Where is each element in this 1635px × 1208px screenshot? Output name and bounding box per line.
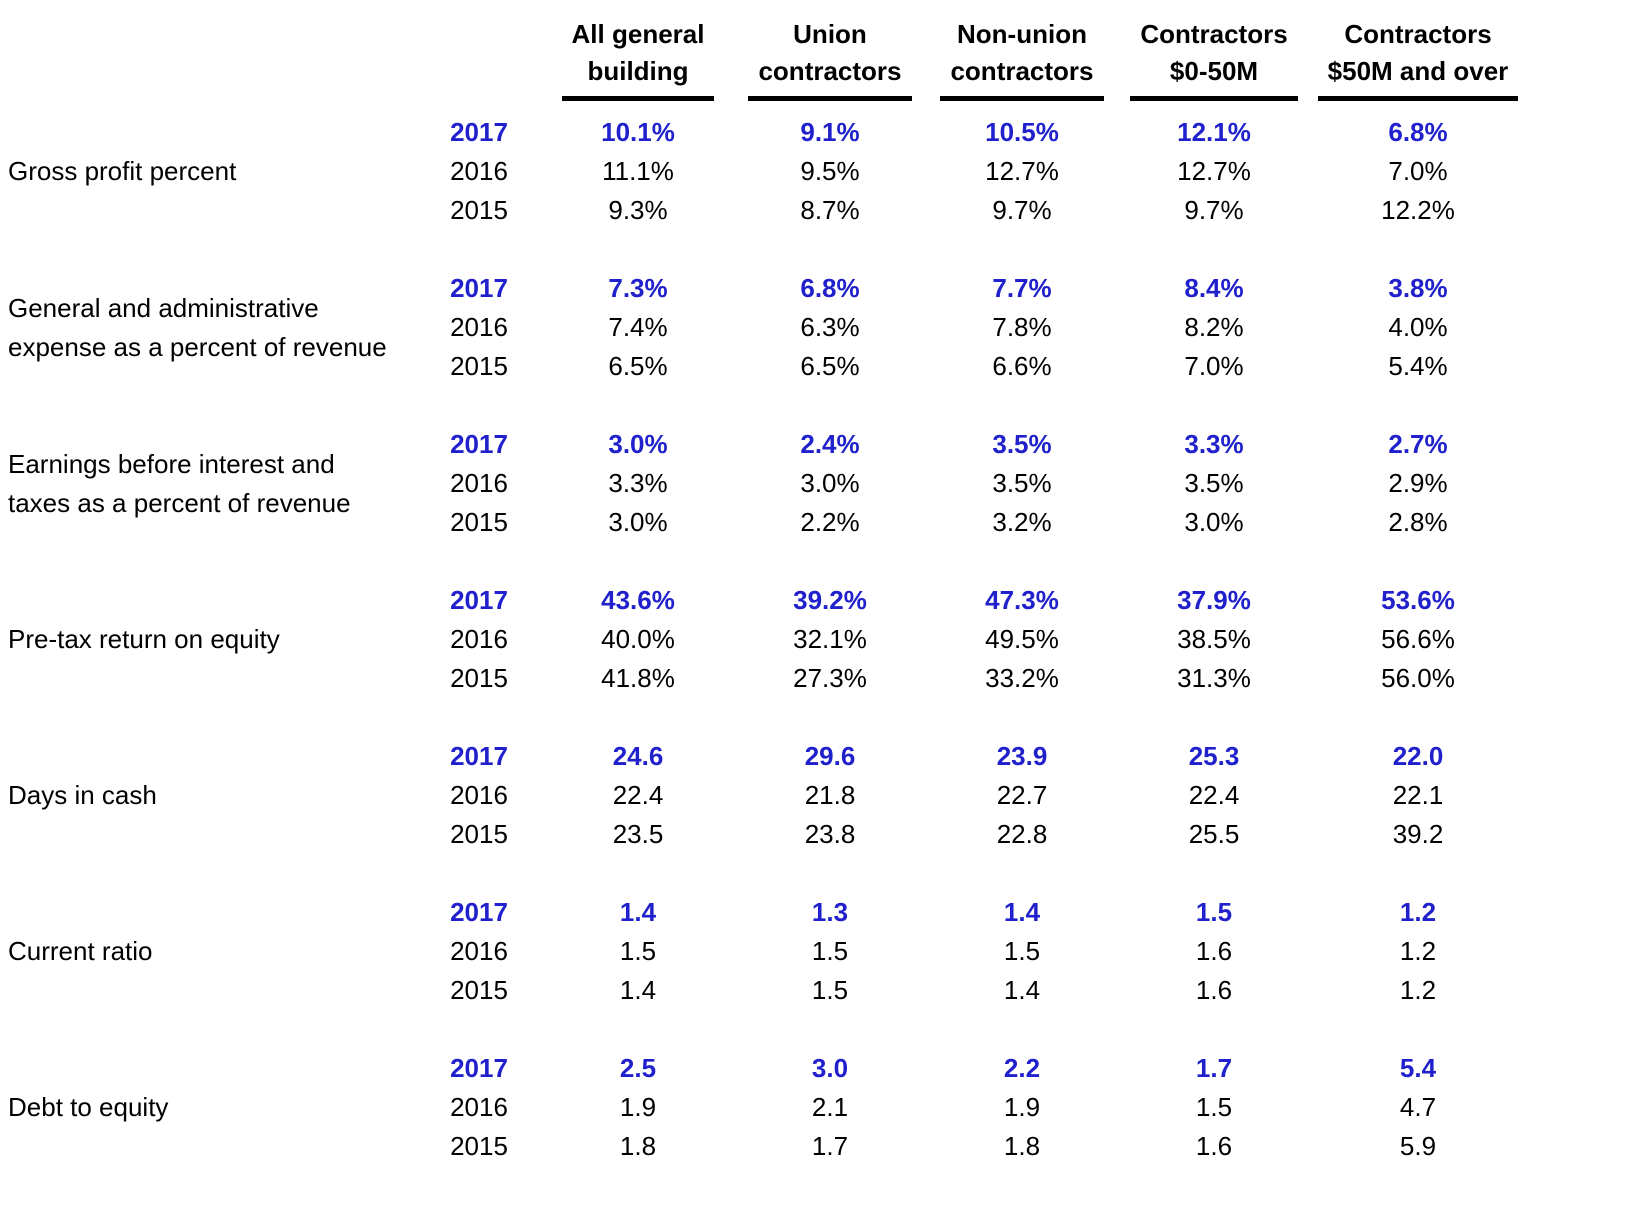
value-cell: 23.5 <box>612 819 664 849</box>
table-row <box>416 971 1526 1010</box>
value-cell: 7.7% <box>992 273 1052 303</box>
value-cell: 37.9% <box>1177 585 1251 615</box>
metric-rows <box>416 581 1526 698</box>
metric-block <box>8 581 1635 698</box>
value-cell: 3.3% <box>1184 429 1244 459</box>
value-cell: 9.5% <box>800 156 860 186</box>
value-cell: 9.1% <box>800 117 860 147</box>
column-header-all-general-building <box>542 16 734 101</box>
value-cell: 1.2 <box>1399 975 1437 1005</box>
year-cell: 2016 <box>450 1092 508 1122</box>
value-cell: 40.0% <box>601 624 675 654</box>
value-cell: 22.7 <box>996 780 1048 810</box>
value-cell: 1.2 <box>1399 897 1437 927</box>
value-cell: 1.9 <box>1003 1092 1041 1122</box>
value-cell: 12.1% <box>1177 117 1251 147</box>
value-cell: 21.8 <box>804 780 856 810</box>
column-header-line: Non-union <box>957 19 1087 49</box>
value-cell: 7.0% <box>1388 156 1448 186</box>
value-cell: 11.1% <box>602 156 674 186</box>
column-header-line: Union <box>793 19 867 49</box>
value-cell: 9.3% <box>608 195 668 225</box>
value-cell: 1.8 <box>1003 1131 1041 1161</box>
metric-rows <box>416 425 1526 542</box>
metric-block <box>8 893 1635 1010</box>
value-cell: 8.7% <box>800 195 860 225</box>
column-header-line: building <box>587 56 689 86</box>
value-cell: 3.0% <box>608 429 668 459</box>
value-cell: 1.5 <box>619 936 657 966</box>
value-cell: 56.0% <box>1381 663 1455 693</box>
value-cell: 1.6 <box>1195 975 1233 1005</box>
value-cell: 2.4% <box>800 429 860 459</box>
table-row <box>416 893 1526 932</box>
value-cell: 3.0% <box>608 507 668 537</box>
column-header-line: All general <box>571 19 705 49</box>
value-cell: 39.2% <box>793 585 867 615</box>
metric-label-line: Debt to equity <box>8 1092 169 1122</box>
value-cell: 24.6 <box>612 741 664 771</box>
value-cell: 2.2% <box>800 507 860 537</box>
year-cell: 2015 <box>450 1131 508 1161</box>
value-cell: 3.0% <box>1184 507 1244 537</box>
value-cell: 2.8% <box>1388 507 1448 537</box>
metric-rows <box>416 893 1526 1010</box>
value-cell: 22.1 <box>1392 780 1444 810</box>
column-header-line: Contractors <box>1344 19 1492 49</box>
column-header-line: $0-50M <box>1169 56 1259 86</box>
value-cell: 3.5% <box>992 468 1052 498</box>
metric-label-line: Current ratio <box>8 936 153 966</box>
value-cell: 1.8 <box>619 1131 657 1161</box>
year-cell: 2016 <box>450 312 508 342</box>
table-row <box>416 776 1526 815</box>
column-header-contractors-50m-and-over <box>1310 16 1526 101</box>
value-cell: 2.5 <box>619 1053 657 1083</box>
table-row <box>416 113 1526 152</box>
column-header-underline <box>748 16 911 101</box>
year-cell: 2015 <box>450 663 508 693</box>
year-cell: 2015 <box>450 975 508 1005</box>
column-header-underline <box>940 16 1103 101</box>
value-cell: 1.9 <box>619 1092 657 1122</box>
metric-label-line: Days in cash <box>8 780 157 810</box>
column-header-underline <box>1130 16 1297 101</box>
year-cell: 2017 <box>450 1053 508 1083</box>
value-cell: 3.2% <box>992 507 1052 537</box>
value-cell: 5.4 <box>1399 1053 1437 1083</box>
table-row <box>416 659 1526 698</box>
value-cell: 23.9 <box>996 741 1048 771</box>
value-cell: 25.5 <box>1188 819 1240 849</box>
year-cell: 2015 <box>450 351 508 381</box>
header-spacer-label <box>8 16 416 101</box>
value-cell: 6.5% <box>800 351 860 381</box>
table-row <box>416 269 1526 308</box>
year-cell: 2016 <box>450 936 508 966</box>
metric-rows <box>416 1049 1526 1166</box>
value-cell: 1.6 <box>1195 1131 1233 1161</box>
value-cell: 3.3% <box>608 468 668 498</box>
table-row <box>416 581 1526 620</box>
value-cell: 3.5% <box>1184 468 1244 498</box>
metric-label-line: expense as a percent of revenue <box>8 331 387 362</box>
year-cell: 2017 <box>450 897 508 927</box>
value-cell: 7.3% <box>608 273 668 303</box>
table-row <box>416 152 1526 191</box>
metric-block <box>8 269 1635 386</box>
metric-block <box>8 1049 1635 1166</box>
value-cell: 6.5% <box>608 351 668 381</box>
metric-rows <box>416 737 1526 854</box>
metric-blocks-container <box>8 113 1635 1166</box>
value-cell: 8.2% <box>1184 312 1244 342</box>
value-cell: 39.2 <box>1392 819 1444 849</box>
value-cell: 1.7 <box>1195 1053 1233 1083</box>
value-cell: 23.8 <box>804 819 856 849</box>
metric-block <box>8 425 1635 542</box>
value-cell: 6.8% <box>800 273 860 303</box>
value-cell: 47.3% <box>985 585 1059 615</box>
value-cell: 41.8% <box>601 663 675 693</box>
metric-rows <box>416 269 1526 386</box>
column-header-union-contractors <box>734 16 926 101</box>
value-cell: 6.6% <box>992 351 1052 381</box>
year-cell: 2017 <box>450 117 508 147</box>
value-cell: 1.5 <box>811 936 849 966</box>
year-cell: 2015 <box>450 195 508 225</box>
value-cell: 5.9 <box>1399 1131 1437 1161</box>
metric-label <box>8 1049 416 1166</box>
column-header-line: contractors <box>950 56 1094 86</box>
value-cell: 32.1% <box>793 624 867 654</box>
value-cell: 7.8% <box>992 312 1052 342</box>
value-cell: 4.0% <box>1388 312 1448 342</box>
year-cell: 2016 <box>450 624 508 654</box>
table-row <box>416 191 1526 230</box>
metric-block <box>8 737 1635 854</box>
table-row <box>416 1088 1526 1127</box>
value-cell: 22.0 <box>1392 741 1444 771</box>
value-cell: 2.2 <box>1003 1053 1041 1083</box>
metric-label-line: Earnings before interest and <box>8 448 335 479</box>
value-cell: 6.3% <box>800 312 860 342</box>
value-cell: 38.5% <box>1177 624 1251 654</box>
value-cell: 1.4 <box>619 975 657 1005</box>
value-cell: 2.7% <box>1388 429 1448 459</box>
value-cell: 12.7% <box>1177 156 1251 186</box>
metric-label-line: Gross profit percent <box>8 156 237 186</box>
year-cell: 2015 <box>450 507 508 537</box>
value-cell: 3.8% <box>1388 273 1448 303</box>
value-cell: 33.2% <box>985 663 1059 693</box>
metric-label <box>8 269 416 386</box>
value-cell: 22.4 <box>1188 780 1240 810</box>
value-cell: 3.0 <box>811 1053 849 1083</box>
column-header-underline <box>562 16 715 101</box>
value-cell: 1.7 <box>811 1131 849 1161</box>
metric-rows <box>416 113 1526 230</box>
value-cell: 31.3% <box>1177 663 1251 693</box>
value-cell: 12.7% <box>985 156 1059 186</box>
value-cell: 10.5% <box>985 117 1059 147</box>
table-row <box>416 347 1526 386</box>
metric-label <box>8 581 416 698</box>
value-cell: 9.7% <box>992 195 1052 225</box>
value-cell: 1.3 <box>811 897 849 927</box>
value-cell: 22.8 <box>996 819 1048 849</box>
column-header-line: Contractors <box>1140 19 1288 49</box>
table-row <box>416 308 1526 347</box>
column-header-line: $50M and over <box>1327 56 1509 86</box>
value-cell: 6.8% <box>1388 117 1448 147</box>
table-row <box>416 425 1526 464</box>
value-cell: 1.6 <box>1195 936 1233 966</box>
value-cell: 1.4 <box>1003 975 1041 1005</box>
value-cell: 4.7 <box>1399 1092 1437 1122</box>
value-cell: 49.5% <box>985 624 1059 654</box>
value-cell: 3.0% <box>800 468 860 498</box>
metric-label <box>8 113 416 230</box>
year-cell: 2017 <box>450 429 508 459</box>
header-spacer-year <box>416 16 542 101</box>
year-cell: 2017 <box>450 585 508 615</box>
year-cell: 2016 <box>450 780 508 810</box>
value-cell: 5.4% <box>1388 351 1448 381</box>
table-row <box>416 815 1526 854</box>
value-cell: 7.0% <box>1184 351 1244 381</box>
value-cell: 43.6% <box>601 585 675 615</box>
column-header-underline <box>1318 16 1519 101</box>
value-cell: 12.2% <box>1381 195 1455 225</box>
value-cell: 1.4 <box>1003 897 1041 927</box>
value-cell: 1.5 <box>811 975 849 1005</box>
value-cell: 56.6% <box>1381 624 1455 654</box>
value-cell: 9.7% <box>1184 195 1244 225</box>
table-row <box>416 737 1526 776</box>
metric-label <box>8 425 416 542</box>
table-header-row <box>8 16 1635 101</box>
value-cell: 25.3 <box>1188 741 1240 771</box>
table-row <box>416 464 1526 503</box>
table-row <box>416 1127 1526 1166</box>
value-cell: 29.6 <box>804 741 856 771</box>
value-cell: 1.5 <box>1195 1092 1233 1122</box>
metric-label-line: Pre-tax return on equity <box>8 624 280 654</box>
table-row <box>416 503 1526 542</box>
metric-label <box>8 893 416 1010</box>
metric-label <box>8 737 416 854</box>
table-row <box>416 1049 1526 1088</box>
metric-block <box>8 113 1635 230</box>
year-cell: 2015 <box>450 819 508 849</box>
value-cell: 2.1 <box>811 1092 849 1122</box>
value-cell: 1.4 <box>619 897 657 927</box>
value-cell: 27.3% <box>793 663 867 693</box>
table-row <box>416 932 1526 971</box>
value-cell: 22.4 <box>612 780 664 810</box>
metric-label-line: taxes as a percent of revenue <box>8 487 351 518</box>
value-cell: 10.1% <box>601 117 675 147</box>
value-cell: 1.5 <box>1003 936 1041 966</box>
column-header-line: contractors <box>758 56 902 86</box>
value-cell: 1.5 <box>1195 897 1233 927</box>
value-cell: 7.4% <box>608 312 668 342</box>
value-cell: 8.4% <box>1184 273 1244 303</box>
year-cell: 2017 <box>450 273 508 303</box>
value-cell: 1.2 <box>1399 936 1437 966</box>
year-cell: 2017 <box>450 741 508 771</box>
value-cell: 53.6% <box>1381 585 1455 615</box>
value-cell: 2.9% <box>1388 468 1448 498</box>
year-cell: 2016 <box>450 468 508 498</box>
year-cell: 2016 <box>450 156 508 186</box>
metric-label-line: General and administrative <box>8 292 319 323</box>
column-header-contractors-0-50m <box>1118 16 1310 101</box>
table-row <box>416 620 1526 659</box>
value-cell: 3.5% <box>992 429 1052 459</box>
column-header-non-union-contractors <box>926 16 1118 101</box>
